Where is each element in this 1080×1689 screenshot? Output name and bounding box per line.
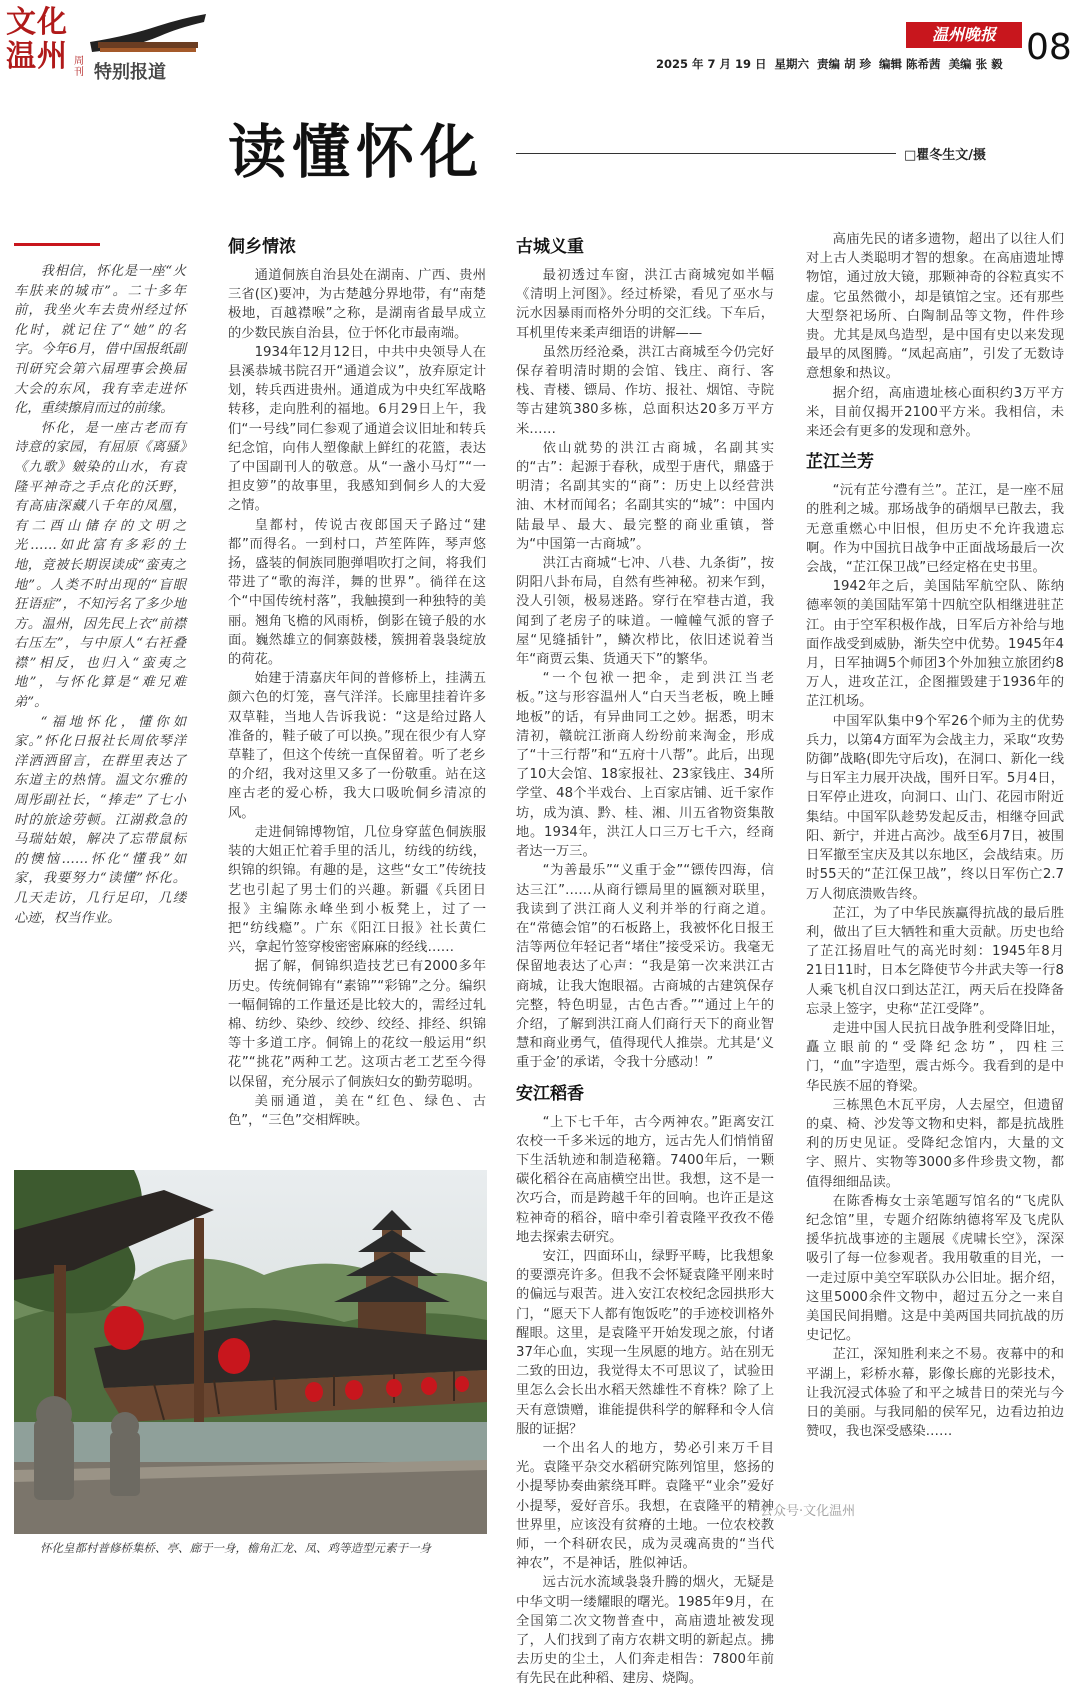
page-number: 08	[1026, 27, 1072, 68]
section-heading: 芷江兰芳	[806, 452, 874, 473]
body-paragraph: 走进中国人民抗日战争胜利受降旧址，矗立眼前的“受降纪念坊”，四柱三门，“血”字造型，震古烁今。我看到的是中华民族不屈的脊梁。	[806, 1020, 1064, 1094]
body-paragraph: 安江，四面环山，绿野平畴，比我想象的要漂亮许多。但我不会怀疑袁隆平刚来时的偏远与艰苦。进入安江农校纪念园拱形大门，“愿天下人都有饱饭吃”的手迹校训格外醒眼。这里，是袁隆平开始发现之旅，付诸37年心血，实现一生夙愿的地方。站在别无二致的田边，我觉得太不可思议了，试验田里怎么会长出水稻天然雄性不育株？除了上天有意馈赠，谁能提供科学的解释和令人信服的证据？	[516, 1248, 774, 1437]
body-paragraph: “一个包袱一把伞，走到洪江当老板。”这与形容温州人“白天当老板，晚上睡地板”的话，有异曲同工之妙。据悉，明末清初，赣皖江浙商人纷纷前来淘金，形成了“十三行帮”和“五府十八帮”。此后，出现了10大会馆、18家报社、23家钱庄、34所学堂、48个半戏台、上百家店铺、近千家作坊，成为滇、黔、桂、湘、川五省物资集散地。1934年，洪江人口三万七千六，经商者达一万三。	[516, 671, 774, 860]
wind-rain-bridge-photo	[14, 1170, 487, 1534]
body-paragraph: 芷江，深知胜利来之不易。夜幕中的和平湖上，彩桥水幕，影像长廊的光影技术，让我沉浸式体验了和平之城昔日的荣光与今日的美丽。与我同船的侯军兄，边看边拍边赞叹，我也深受感染……	[806, 1347, 1064, 1440]
brand-logo: 文化温州	[6, 5, 68, 74]
intro-paragraph: 我相信，怀化是一座“火车肤来的城市”。二十多年前，我坐火车去贵州经过怀化时，就记住了“她”的名字。今年6月，借中国报纸副刊研究会第六届理事会换届大会的东风，我有幸走进怀化，重续擦肩而过的前缘。	[14, 264, 186, 417]
byline-divider	[516, 153, 896, 154]
body-paragraph: 始建于清嘉庆年间的普修桥上，挂满五颜六色的灯笼，喜气洋洋。长廊里挂着许多双草鞋，当地人告诉我说：“这是给过路人准备的，鞋子破了可以换。”现在很少有人穿草鞋了，但这个传统一直保留着。听了老乡的介绍，我对这里又多了一份敬重。站在这座古老的爱心桥，我大口吸吮侗乡清凉的风。	[228, 671, 486, 821]
issue-info	[656, 56, 1026, 72]
body-paragraph: 走进侗锦博物馆，几位身穿蓝色侗族服装的大姐正忙着手里的活儿，纺线的纺线，织锦的织锦。有趣的是，这些“女工”传统技艺也引起了男士们的兴趣。新疆《兵团日报》主编陈永峰坐到小板凳上，过了一把“纺线瘾”。广东《阳江日报》社长黄仁兴，拿起竹签穿梭密密麻麻的经线……	[228, 824, 486, 956]
intro-paragraph: “福地怀化，懂你如家。”怀化日报社长周依琴洋洋洒洒留言，在群里表达了东道主的热情。温文尔雅的周彤副社长，“捧走”了七小时的旅途劳顿。江湖救急的马瑞姑娘，解决了忘带鼠标的懊恼……怀化“懂我”如家，我要努力“读懂”怀化。几天走访，几行足印，几缕心迹，权当作业。	[14, 714, 186, 926]
section-heading: 侗乡情浓	[228, 237, 296, 257]
body-paragraph: “上下七千年，古今两神农。”距离安江农校一千多米远的地方，远古先人们悄悄留下生活轨迹和制造秘籍。7400年后，一颗碳化稻谷在高庙横空出世。我想，这不是一次巧合，而是跨越千年的回响。也许正是这粒神奇的稻谷，暗中牵引着袁隆平孜孜不倦地去探索去研究。	[516, 1114, 774, 1245]
article-column-3	[806, 230, 1064, 1565]
section-heading: 古城义重	[516, 237, 584, 257]
section-name: 特别报道	[94, 62, 166, 83]
weekly-tag: 周刊	[74, 56, 84, 78]
body-paragraph: 远古沅水流域袅袅升腾的烟火，无疑是中华文明一缕耀眼的曙光。1985年9月，在全国第二次文物普查中，高庙遗址被发现了，人们找到了南方农耕文明的新起点。拂去历史的尘土，人们奔走相告：7800年前有先民在此种稻、建房、烧陶。	[516, 1575, 774, 1687]
body-paragraph: 据介绍，高庙遗址核心面积约3万平方米，目前仅揭开2100平方米。我相信，未来还会有更多的发现和意外。	[806, 385, 1064, 440]
body-paragraph: “沅有芷兮澧有兰”。芷江，是一座不屈的胜利之城。那场战争的硝烟早已散去，我无意重燃心中旧恨，但历史不允许我遗忘啊。作为中国抗日战争中正面战场最后一次会战，“芷江保卫战”已经定格在史书里。	[806, 483, 1064, 576]
issue-date: 2025 年 7 月 19 日	[656, 57, 767, 71]
body-paragraph: 通道侗族自治县处在湖南、广西、贵州三省(区)要冲，为古楚越分界地带，有“南楚极地，百越襟喉”之称，是湖南省最早成立的少数民族自治县，位于怀化市最南端。	[228, 268, 486, 341]
body-paragraph: 最初透过车窗，洪江古商城宛如半幅《清明上河图》。经过桥梁，看见了巫水与沅水因暴雨而格外分明的交汇线。下车后，耳机里传来柔声细语的讲解——	[516, 268, 774, 341]
article-byline: □瞿冬生文/摄	[904, 148, 987, 163]
editing-credit: 编辑 陈希茜	[879, 57, 941, 71]
body-paragraph: 中国军队集中9个军26个师为主的优势兵力，以第4方面军为会战主力，采取“攻势防御”战略(即先守后攻)，在洞口、新化一线与日军主力展开决战，围歼日军。5月4日，日军停止进攻，向洞口、山门、花园市附近集结。中国军队趁势发起反击，相继夺回武阳、新宁，并进占高沙。战至6月7日，被围日军撤至宝庆及其以东地区，会战结束。历时55天的“芷江保卫战”，终以日军伤亡2.7万人彻底溃败告终。	[806, 713, 1064, 902]
paper-name-badge: 温州晚报	[906, 22, 1022, 48]
editor-credit: 责编 胡 珍	[817, 57, 872, 71]
article-title: 读懂怀化	[228, 118, 485, 186]
body-paragraph: “为善最乐”“义重于金”“镖传四海，信达三江”……从商行镖局里的匾额对联里，我读到了洪江商人义利并举的行商之道。在“常德会馆”的石板路上，我被怀化日报王洁等两位年轻记者“堵住”接受采访。我毫无保留地表达了心声：“我是第一次来洪江古商城，让我大饱眼福。古商城的古建筑保存完整，特色明显，古色古香。”“通过上午的介绍，了解到洪江商人们商行天下的商业智慧和商业勇气，值得现代人推崇。尤其是‘义重于金’的承诺，令我十分感动！”	[516, 863, 774, 1071]
article-photo	[14, 1170, 487, 1534]
body-paragraph: 三栋黑色木瓦平房，人去屋空，但遗留的桌、椅、沙发等文物和史料，都是抗战胜利的历史见证。受降纪念馆内，大量的文字、照片、实物等3000多件珍贵文物，都值得细细品读。	[806, 1097, 1064, 1190]
photo-caption: 怀化皇都村普修桥集桥、亭、廊于一身，檐角汇龙、凤、鸡等造型元素于一身	[40, 1541, 431, 1555]
watermark: 公众号·文化温州	[760, 1504, 856, 1519]
body-paragraph: 高庙先民的诸多遗物，超出了以往人们对上古人类聪明才智的想象。在高庙遗址博物馆，通过放大镜，那颗神奇的谷粒真实不虚。它虽然微小，却是镇馆之宝。还有那些大型祭祀场所、白陶制品等文物，件件珍贵。尤其是凤鸟造型，是中国有史以来发现最早的凤图腾。“凤起高庙”，引发了无数诗意想象和热议。	[806, 232, 1064, 382]
body-paragraph: 皇都村，传说古夜郎国天子路过“建都”而得名。一到村口，芦笙阵阵，琴声悠扬，盛装的侗族同胞弹唱吹打之间，将我们带进了“歌的海洋，舞的世界”。徜徉在这个“中国传统村落”，我触摸到一种独特的美丽。翘角飞檐的风雨桥，倒影在镜子般的水面。巍然雄立的侗寨鼓楼，簇拥着袅袅绽放的荷花。	[228, 517, 486, 668]
section-heading: 安江稻香	[516, 1083, 584, 1104]
body-paragraph: 虽然历经沧桑，洪江古商城至今仍完好保存着明清时期的会馆、钱庄、商行、客栈、青楼、镖局、作坊、报社、烟馆、寺院等古建筑380多栋，总面积达20多万平方米……	[516, 344, 774, 437]
issue-weekday: 星期六	[774, 57, 810, 71]
body-paragraph: 依山就势的洪江古商城，名副其实的“古”：起源于春秋，成型于唐代，鼎盛于明清；名副其实的“商”：历史上以经营洪油、木材而闻名；名副其实的“城”：中国内陆最早、最大、最完整的商业重镇，誉为“中国第一古商城”。	[516, 440, 774, 552]
article-intro	[14, 262, 186, 928]
article-column-1	[228, 232, 486, 1140]
body-paragraph: 芷江，为了中华民族赢得抗战的最后胜利，做出了巨大牺牲和重大贡献。历史也给了芷江扬眉吐气的高光时刻：1945年8月21日11时，日本乞降使节今井武夫等一行8人乘飞机自汉口到达芷江，两天后在投降备忘录上签字，史称“芷江受降”。	[806, 905, 1064, 1017]
body-paragraph: 1942年之后，美国陆军航空队、陈纳德率领的美国陆军第十四航空队相继进驻芷江。由于空军积极作战，日军后方补给与地面作战受到威胁，渐失空中优势。1945年4月，日军抽调5个师团3个外加独立旅团约8万人，进攻芷江，企图摧毁建于1936年的芷江机场。	[806, 579, 1064, 710]
body-paragraph: 1934年12月12日，中共中央领导人在县溪恭城书院召开“通道会议”，放弃原定计划，转兵西进贵州。通道成为中央红军战略转移，走向胜利的福地。6月29日上午，我们“一号线”同仁参观了通道会议旧址和转兵纪念馆，向伟人塑像献上鲜红的花篮，表达了中国副刊人的敬意。从“一盏小马灯”“一担皮箩”的故事里，我感知到侗乡人的大爱之情。	[228, 344, 486, 514]
body-paragraph: 在陈香梅女士亲笔题写馆名的“飞虎队纪念馆”里，专题介绍陈纳德将军及飞虎队援华抗战事迹的主题展《虎啸长空》，深深吸引了每一位参观者。我用敬重的目光，一一走过原中美空军联队办公旧址。据介绍，这里5000余件文物中，超过五分之一来自美国民间捐赠。这是中美两国共同抗战的历史记忆。	[806, 1193, 1064, 1344]
intro-paragraph: 怀化，是一座古老而有诗意的家园，有屈原《离骚》《九歌》皴染的山水，有袁隆平神奇之手点化的沃野，有高庙深藏八千年的凤凰，有二酉山储存的文明之光……如此富有多彩的土地，竟被长期误读成“蛮夷之地”。人类不时出现的“盲眼狂语症”，不知污名了多少地方。温州，因先民上衣“前襟右压左”，与中原人“右衽叠襟”相反，也归入“蛮夷之地”，与怀化算是“难兄难弟”。	[14, 420, 186, 711]
body-paragraph: 据了解，侗锦织造技艺已有2000多年历史。传统侗锦有“素锦”“彩锦”之分。编织一幅侗锦的工作量还是比较大的，需经过轧棉、纺纱、染纱、绞纱、绞经、排经、织锦等十多道工序。侗锦上的花纹一般运用“织花”“挑花”两种工艺。这项古老工艺至今得以保留，充分展示了侗族妇女的勤劳聪明。	[228, 959, 486, 1090]
design-credit: 美编 张 毅	[948, 57, 1003, 71]
body-paragraph: 美丽通道，美在“红色、绿色、古色”，“三色”交相辉映。	[228, 1093, 486, 1128]
masthead	[0, 0, 1080, 90]
body-paragraph: 洪江古商城“七冲、八巷、九条街”，按阴阳八卦布局，自然有些神秘。初来乍到，没人引领，极易迷路。穿行在窄巷古道，我闻到了老房子的味道。一幢幢气派的窨子屋“见缝插针”，鳞次栉比，依旧述说着当年“商贾云集、货通天下”的繁华。	[516, 556, 774, 668]
body-paragraph: 一个出名人的地方，势必引来万千目光。袁隆平杂交水稻研究陈列馆里，悠扬的小提琴协奏曲萦绕耳畔。袁隆平“业余”爱好小提琴，爱好音乐。我想，在袁隆平的精神世界里，应该没有贫瘠的土地。一位农校教师，一个科研农民，成为灵魂高贵的“当代神农”，不是神话，胜似神话。	[516, 1440, 774, 1572]
article-column-2	[516, 232, 774, 1687]
intro-accent-rule	[14, 243, 100, 246]
roof-eave-icon	[88, 12, 208, 54]
